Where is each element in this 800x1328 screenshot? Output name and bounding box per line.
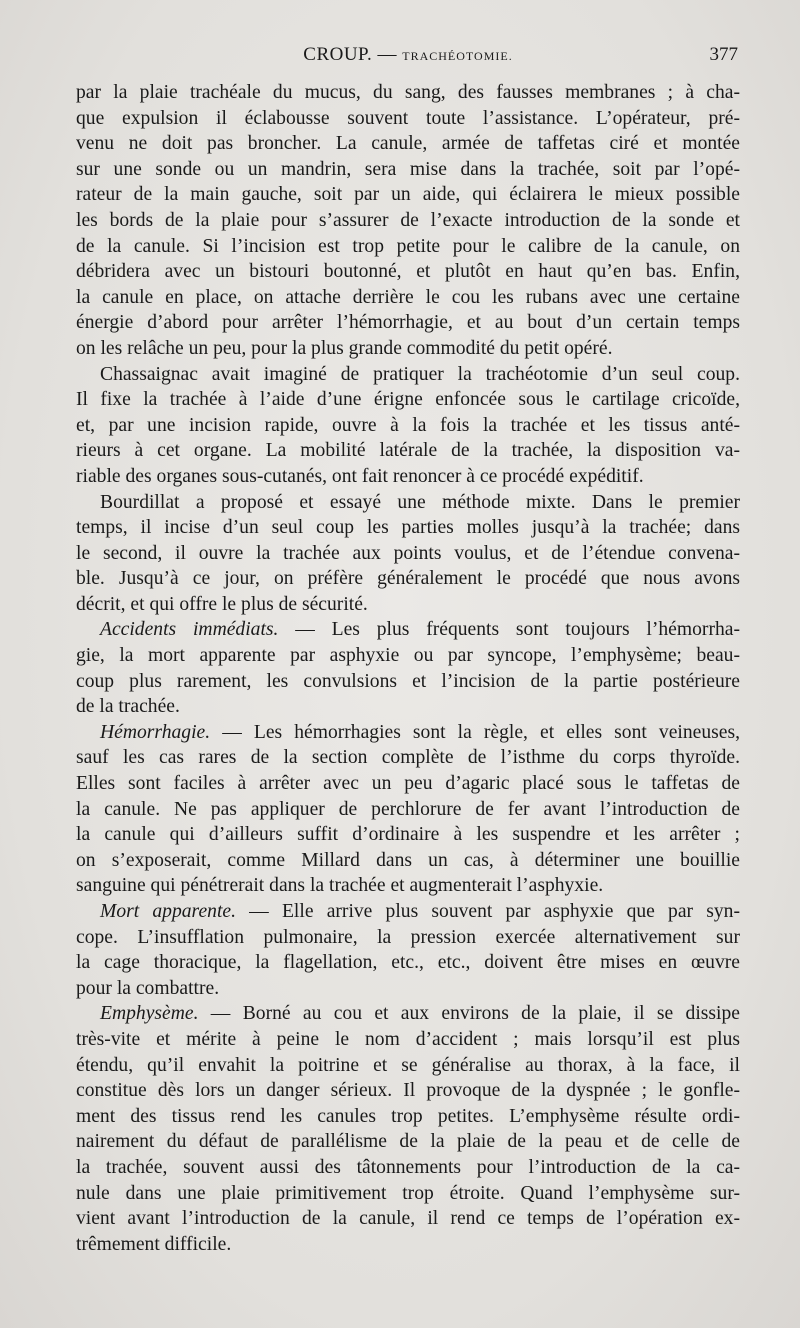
text-line <box>76 131 740 157</box>
text-line <box>76 1232 740 1258</box>
text-line <box>76 771 740 797</box>
running-head: TRACHÉOTOMIE. <box>402 49 513 63</box>
text-line <box>76 1181 740 1207</box>
line-text: décrit, et qui offre le plus de sécurité. <box>76 593 368 615</box>
line-text: ble. Jusqu’à ce jour, on préfère généralement le procédé que nous avons <box>76 568 740 590</box>
text-line <box>76 1001 740 1027</box>
page-number: 377 <box>709 44 738 65</box>
line-text: coup plus rarement, les convulsions et l’incision de la partie postérieure <box>76 670 740 692</box>
line-text: énergie d’abord pour arrêter l’hémorrhagie, et au bout d’un certain temps <box>76 312 740 334</box>
line-text: — Les hémorrhagies sont la règle, et elles sont veineuses, <box>210 721 740 743</box>
line-text: sauf les cas rares de la section complète de l’isthme du corps thyroïde. <box>76 747 740 769</box>
line-text: Il fixe la trachée à l’aide d’une érigne enfoncée sous le cartilage cricoïde, <box>76 389 740 411</box>
line-text: les bords de la plaie pour s’assurer de l’exacte introduction de la sonde et <box>76 209 740 231</box>
text-line <box>76 208 740 234</box>
line-text: très-vite et mérite à peine le nom d’accident ; mais lorsqu’il est plus <box>76 1028 740 1050</box>
line-text: Chassaignac avait imaginé de pratiquer la trachéotomie d’un seul coup. <box>100 363 740 385</box>
line-text: la trachée, souvent aussi des tâtonnements pour l’introduction de la ca- <box>76 1156 740 1178</box>
line-text: on les relâche un peu, pour la plus grande commodité du petit opéré. <box>76 337 613 359</box>
text-line <box>76 362 740 388</box>
text-line <box>76 925 740 951</box>
text-line <box>76 1053 740 1079</box>
text-line <box>76 80 740 106</box>
text-line <box>76 182 740 208</box>
text-line <box>76 413 740 439</box>
paragraph <box>76 720 740 899</box>
text-line <box>76 157 740 183</box>
title-dash: — <box>377 44 398 65</box>
chapter-title: CROUP. <box>303 44 373 65</box>
line-text: cope. L’insufflation pulmonaire, la pression exercée alternativement sur <box>76 926 740 948</box>
text-line <box>76 617 740 643</box>
text-line <box>76 1104 740 1130</box>
text-line <box>76 106 740 132</box>
line-text: riable des organes sous-cutanés, ont fait renoncer à ce procédé expéditif. <box>76 465 644 487</box>
text-line <box>76 1027 740 1053</box>
line-text: nairement du défaut de parallélisme de la plaie de la peau et de celle de <box>76 1131 740 1153</box>
text-line <box>76 694 740 720</box>
text-line <box>76 669 740 695</box>
line-text: la canule. Ne pas appliquer de perchlorure de fer avant l’introduction de <box>76 798 740 820</box>
text-line <box>76 438 740 464</box>
paragraph <box>76 899 740 1001</box>
text-line <box>76 259 740 285</box>
line-text: sanguine qui pénétrerait dans la trachée et augmenterait l’asphyxie. <box>76 875 604 897</box>
line-text: vient avant l’introduction de la canule, il rend ce temps de l’opération ex- <box>76 1208 740 1230</box>
text-line <box>76 950 740 976</box>
text-line <box>76 592 740 618</box>
line-text: rieurs à cet organe. La mobilité latérale de la trachée, la disposition va- <box>76 440 740 462</box>
line-text: nule dans une plaie primitivement trop étroite. Quand l’emphysème sur- <box>76 1182 740 1204</box>
line-text: Bourdillat a proposé et essayé une méthode mixte. Dans le premier <box>100 491 740 513</box>
line-text: trêmement difficile. <box>76 1233 232 1255</box>
line-text: étendu, qu’il envahit la poitrine et se généralise au thorax, à la face, il <box>76 1054 740 1076</box>
line-text: de la trachée. <box>76 696 180 718</box>
text-line <box>76 873 740 899</box>
page-header <box>76 44 740 74</box>
line-text: et, par une incision rapide, ouvre à la fois la trachée et les tissus anté- <box>76 414 740 436</box>
line-text: Elles sont faciles à arrêter avec un peu d’agaric placé sous le taffetas de <box>76 773 740 795</box>
paragraph <box>76 617 740 719</box>
line-text: — Les plus fréquents sont toujours l’hémorrha- <box>278 619 740 641</box>
text-line <box>76 310 740 336</box>
line-text: débridera avec un bistouri boutonné, et plutôt en haut qu’en bas. Enfin, <box>76 261 740 283</box>
line-text: — Elle arrive plus souvent par asphyxie que par syn- <box>236 901 740 922</box>
line-text: constitue dès lors un danger sérieux. Il provoque de la dyspnée ; le gonfle- <box>76 1080 740 1102</box>
running-title <box>76 44 740 66</box>
text-line <box>76 336 740 362</box>
text-line <box>76 541 740 567</box>
text-line <box>76 720 740 746</box>
text-line <box>76 1206 740 1232</box>
text-line <box>76 1155 740 1181</box>
section-lead: Mort apparente. <box>100 901 236 922</box>
line-text: la canule en place, on attache derrière le cou les rubans avec une certaine <box>76 286 740 308</box>
paragraph <box>76 80 740 362</box>
section-lead: Emphysème. <box>100 1003 199 1025</box>
line-text: la cage thoracique, la flagellation, etc., etc., doivent être mises en œuvre <box>76 952 740 974</box>
paragraph <box>76 1001 740 1257</box>
text-line <box>76 1129 740 1155</box>
line-text: sur une sonde ou un mandrin, sera mise dans la trachée, soit par l’opé- <box>76 158 740 180</box>
text-line <box>76 464 740 490</box>
section-lead: Hémorrhagie. <box>100 721 211 743</box>
line-text: gie, la mort apparente par asphyxie ou par syncope, l’emphysème; beau- <box>76 645 740 667</box>
line-text: temps, il incise d’un seul coup les parties molles jusqu’à la trachée; dans <box>76 517 740 539</box>
text-line <box>76 797 740 823</box>
text-line <box>76 899 740 925</box>
text-line <box>76 387 740 413</box>
body-text <box>76 80 740 1257</box>
text-line <box>76 848 740 874</box>
text-line <box>76 566 740 592</box>
paragraph <box>76 490 740 618</box>
text-line <box>76 643 740 669</box>
text-line <box>76 234 740 260</box>
line-text: rateur de la main gauche, soit par un aide, qui éclairera le mieux possible <box>76 184 740 206</box>
text-line <box>76 515 740 541</box>
text-line <box>76 822 740 848</box>
text-line <box>76 285 740 311</box>
line-text: on s’exposerait, comme Millard dans un cas, à déterminer une bouillie <box>76 849 740 871</box>
line-text: de la canule. Si l’incision est trop petite pour le calibre de la canule, on <box>76 235 740 257</box>
line-text: — Borné au cou et aux environs de la plaie, il se dissipe <box>198 1003 740 1025</box>
text-line <box>76 976 740 1002</box>
text-line <box>76 1078 740 1104</box>
text-line <box>76 490 740 516</box>
line-text: venu ne doit pas broncher. La canule, armée de taffetas ciré et montée <box>76 133 740 155</box>
section-lead: Accidents immédiats. <box>100 619 279 641</box>
line-text: ment des tissus rend les canules trop petites. L’emphysème résulte ordi- <box>76 1105 740 1127</box>
line-text: la canule qui d’ailleurs suffit d’ordinaire à les suspendre et les arrêter ; <box>76 824 740 846</box>
line-text: que expulsion il éclabousse souvent toute l’assistance. L’opérateur, pré- <box>76 107 740 129</box>
text-line <box>76 745 740 771</box>
line-text: par la plaie trachéale du mucus, du sang, des fausses membranes ; à cha- <box>76 82 740 103</box>
line-text: pour la combattre. <box>76 977 220 999</box>
paragraph <box>76 362 740 490</box>
line-text: le second, il ouvre la trachée aux points voulus, et de l’étendue convena- <box>76 542 740 564</box>
